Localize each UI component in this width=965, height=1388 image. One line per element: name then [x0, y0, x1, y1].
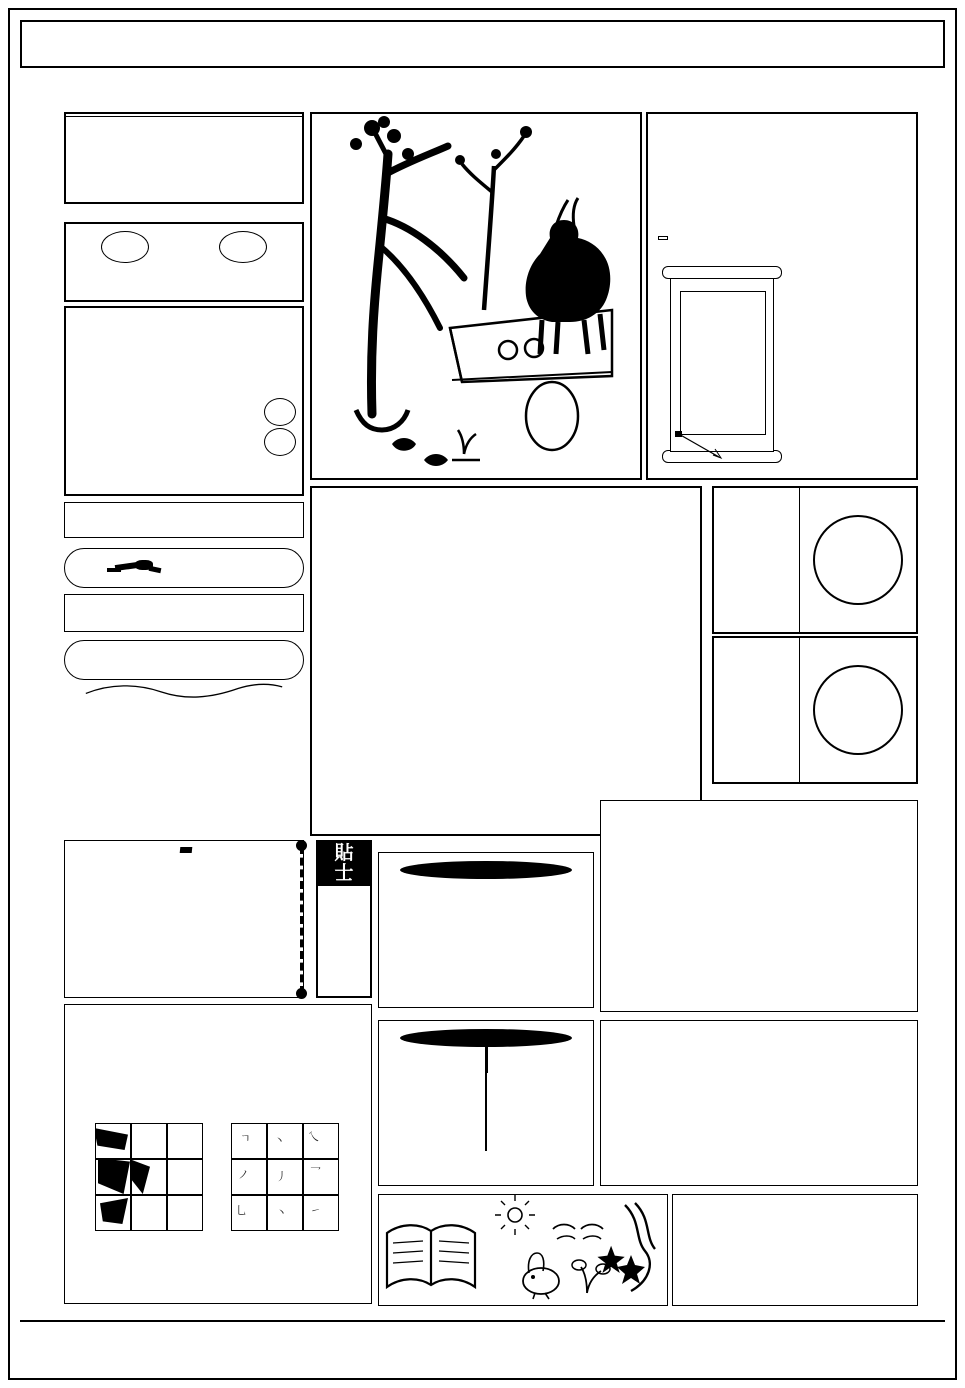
puzzle-cell: 丶: [267, 1195, 303, 1231]
special-number: [264, 398, 296, 426]
bottom-illustration: [378, 1194, 668, 1306]
commentary-box-2: [600, 1020, 918, 1186]
tema-open-box: [378, 1020, 594, 1186]
dash-dot-bottom-icon: [296, 988, 307, 999]
tips-label-char2: 士: [334, 861, 354, 884]
cold-hot-box: [64, 222, 304, 302]
marksix-banner-right: [919, 104, 945, 1308]
split-divider: [485, 1073, 487, 1151]
marksix-banner-top: [20, 74, 945, 100]
puzzle-cell: [167, 1123, 203, 1159]
cold-hot-number: [101, 231, 149, 263]
sum-open-title: [400, 861, 572, 879]
analysis-text: [312, 494, 700, 504]
puzzle-cell: 丶: [267, 1123, 303, 1159]
computer-analysis-box: [310, 486, 702, 836]
center-illustration: [310, 112, 642, 480]
hot-cold-table: [64, 112, 304, 204]
contribution-box: [64, 688, 304, 828]
xuanji-box: [64, 840, 304, 998]
sum-open-box: [378, 852, 594, 1008]
commentary-text: [601, 811, 917, 817]
wave-divider-icon: [64, 682, 304, 700]
lucky-zodiac-row: [64, 548, 304, 588]
count-number: [813, 515, 903, 605]
lucky-band-row: [64, 640, 304, 680]
table-caption: [66, 114, 302, 117]
count-number: [813, 665, 903, 755]
zodiac-puzzle-box: [64, 1004, 372, 1304]
commentary-box-1: [600, 800, 918, 1012]
commentary-text: [601, 1021, 917, 1027]
puzzle-cell: 乀: [303, 1123, 339, 1159]
tips-label-char1: 貼: [334, 842, 354, 864]
liuhe-xuanji-box: [646, 112, 918, 480]
page-header: [20, 20, 945, 68]
bottom-note-box: [672, 1194, 918, 1306]
zodiac-stamp-icon: [105, 558, 167, 578]
tips-label: [318, 842, 370, 886]
scroll-arrow-icon: [675, 431, 775, 461]
seek-code-label: [658, 236, 668, 240]
puzzle-cell: 丿: [267, 1159, 303, 1195]
tree-deer-drawing-icon: [312, 114, 640, 478]
tips-box: [316, 840, 372, 998]
puzzle-cell: [131, 1123, 167, 1159]
puzzle-cell: [95, 1159, 131, 1195]
puzzle-cell: ㇀: [303, 1195, 339, 1231]
puzzle-cell: ㄱ: [231, 1123, 267, 1159]
split-stem: [485, 1047, 488, 1073]
puzzle-cell: 乚: [231, 1195, 267, 1231]
xuanji-title-dark: [180, 847, 193, 853]
scroll-illustration: [662, 266, 780, 462]
book-rabbit-star-drawing-icon: [379, 1195, 665, 1303]
marksix-banner-left: [20, 104, 46, 1308]
lucky-color-row: [64, 594, 304, 632]
cold-hot-number: [219, 231, 267, 263]
puzzle-cell: ノ: [231, 1159, 267, 1195]
dashed-divider: [300, 846, 306, 994]
puzzle-cell: [131, 1159, 167, 1195]
puzzle-cell: [131, 1195, 167, 1231]
yearly-count-box-2: [712, 636, 918, 784]
puzzle-cell: [167, 1159, 203, 1195]
cold-hot-title: [66, 224, 302, 228]
current-special-box: [64, 306, 304, 496]
bottom-note-text: [673, 1195, 917, 1200]
puzzle-cell: [95, 1195, 131, 1231]
puzzle-grid-left: [95, 1123, 203, 1231]
puzzle-cell: 乛: [303, 1159, 339, 1195]
yearly-count-box-1: [712, 486, 918, 634]
puzzle-cell: [95, 1123, 131, 1159]
puzzle-grid-right: [231, 1123, 339, 1231]
lucky-special-row: [64, 502, 304, 538]
dash-dot-top-icon: [296, 840, 307, 851]
special-number: [264, 428, 296, 456]
tema-open-title: [400, 1029, 572, 1047]
puzzle-cell: [167, 1195, 203, 1231]
page-footer: [20, 1320, 945, 1368]
